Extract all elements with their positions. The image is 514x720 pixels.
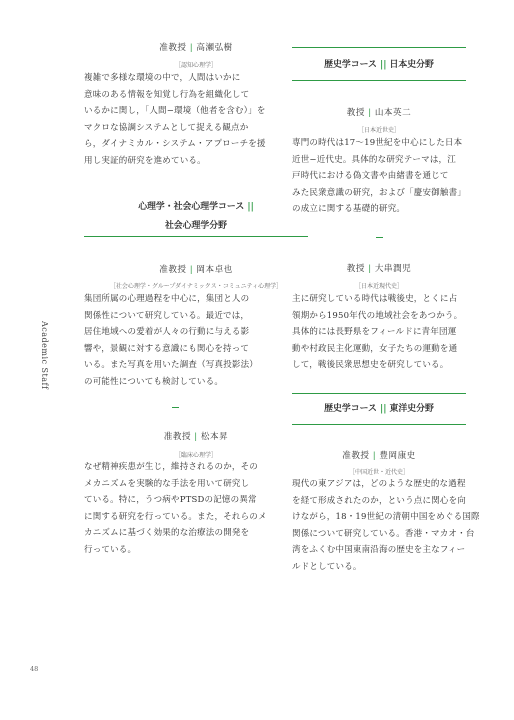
- text-line: 教授: [346, 264, 365, 274]
- research-field: ［社会心理学・グループダイナミックス・コミュニティ心理学］: [109, 283, 283, 290]
- separator-bar: |: [369, 451, 380, 461]
- text-line: いるかに関し，「人間−環境（他者を含む）」を: [84, 106, 266, 117]
- staff-name: [292, 262, 466, 274]
- staff-name: [84, 263, 308, 275]
- text-line: メカニズムを実験的な手法を用いて研究し: [84, 478, 250, 489]
- text-line: 居住地域への愛着が人々の行動に与える影: [84, 327, 250, 338]
- separator-dash: [172, 407, 179, 408]
- text-line: 関係性について研究している。最近では，: [84, 310, 250, 321]
- separator-bar: |: [191, 432, 201, 442]
- staff-name: [292, 449, 466, 461]
- text-line: 准教授: [163, 432, 192, 442]
- research-field: ［中国近世・近代史］: [348, 469, 409, 476]
- profile-text: [84, 459, 308, 559]
- profile-text: [84, 291, 308, 391]
- research-field: ［臨床心理学］: [174, 452, 217, 459]
- text-line: 豊岡康史: [379, 451, 416, 461]
- text-line: 松本昇: [200, 432, 229, 442]
- text-line: 複雑で多様な環境の中で，人間はいかに: [84, 73, 241, 83]
- text-line: 用し実証的研究を進めている。: [84, 155, 206, 166]
- text-line: の可能性についても検討している。: [84, 376, 224, 387]
- text-line: 響や，景観に対する意識にも関心を持って: [84, 343, 250, 354]
- text-line: ルドとしている。: [292, 561, 362, 572]
- text-line: けながら，18・19世紀の清朝中国をめぐる国際: [292, 512, 480, 523]
- section-rule: [292, 424, 466, 425]
- text-line: 准教授: [342, 451, 370, 461]
- text-line: 戸時代における偽文書や由緒書を通じて: [292, 171, 449, 182]
- section-heading: [292, 56, 466, 75]
- section-rule: [84, 236, 308, 237]
- separator-bar: |: [364, 108, 375, 118]
- text-line: 行っている。: [84, 544, 137, 555]
- separator-bar: ||: [376, 60, 390, 70]
- section-rule: [292, 393, 466, 394]
- separator-bar: ||: [376, 404, 390, 414]
- profile-text: [84, 70, 308, 170]
- text-line: 社会心理学分野: [164, 221, 228, 231]
- text-line: 意味のある情報を知覚し行為を組織化して: [84, 89, 250, 100]
- section-rule: [292, 47, 466, 48]
- text-line: 岡本卓也: [196, 265, 233, 275]
- text-line: 具体的には長野県をフィールドに青年団運: [292, 327, 457, 338]
- profile-text: [292, 291, 466, 374]
- text-line: ている。特に，うつ病やPTSDの記憶の異常: [84, 495, 257, 506]
- text-line: 関係について研究している。香港・マカオ・台: [292, 528, 475, 539]
- text-line: なぜ精神疾患が生じ，維持されるのか，その: [84, 462, 259, 472]
- text-line: 准教授: [159, 265, 187, 275]
- text-line: の成立に関する基礎的研究。: [292, 204, 406, 215]
- text-line: 高瀬弘樹: [196, 43, 233, 53]
- text-line: して，戦後民衆思想史を研究している。: [292, 360, 449, 371]
- text-line: を経て形成されたのか，という点に関心を向: [292, 495, 467, 506]
- separator-bar: |: [364, 264, 375, 274]
- text-line: 近世−近代史。具体的な研究テーマは，江: [292, 154, 456, 165]
- text-line: 教授: [346, 108, 365, 118]
- separator-dash: [376, 237, 383, 238]
- separator-bar: ||: [244, 202, 254, 212]
- text-line: に関する研究を行っている。また，それらのメ: [84, 511, 267, 522]
- text-line: 日本史分野: [389, 60, 434, 70]
- profile-text: [292, 476, 480, 576]
- text-line: 動や村政民主化運動，女子たちの運動を通: [292, 343, 458, 354]
- staff-name: [292, 106, 466, 118]
- text-line: みた民衆意識の研究，および「慶安御触書」: [292, 187, 467, 198]
- research-field: ［日本近世史］: [357, 127, 400, 134]
- text-line: 主に研究している時代は戦後史，とくに占: [292, 294, 458, 304]
- text-line: ら，ダイナミカル・システム・アプローチを援: [84, 139, 266, 150]
- text-line: 専門の時代は17〜19世紀を中心にした日本: [292, 138, 463, 148]
- side-label: Academic Staff: [40, 321, 49, 390]
- text-line: 山本英二: [374, 108, 412, 118]
- staff-name: [84, 41, 308, 53]
- staff-name: [84, 430, 308, 442]
- section-heading: [84, 198, 308, 236]
- page-number: 48: [30, 665, 39, 673]
- text-line: 歴史学コース: [324, 404, 377, 414]
- research-field: ［認知心理学］: [174, 62, 217, 69]
- text-line: マクロな協調システムとして捉える観点か: [84, 122, 249, 133]
- text-line: いる。また写真を用いた調査（写真投影法）: [84, 360, 259, 371]
- text-line: 集団所属の心理過程を中心に，集団と人の: [84, 294, 250, 304]
- separator-bar: |: [186, 265, 197, 275]
- separator-bar: |: [186, 43, 197, 53]
- text-line: 心理学・社会心理学コース: [138, 202, 245, 212]
- text-line: 領期から1950年代の地域社会をあつかう。: [292, 310, 463, 321]
- text-line: 現代の東アジアは，どのような歴史的な過程: [292, 479, 466, 489]
- text-line: 湾をふくむ中国東南沿海の歴史を主なフィー: [292, 545, 466, 556]
- text-line: 歴史学コース: [324, 60, 377, 70]
- text-line: 東洋史分野: [389, 404, 434, 414]
- text-line: カニズムに基づく効果的な治療法の開発を: [84, 528, 250, 539]
- section-heading: [292, 400, 466, 419]
- section-rule: [292, 80, 466, 81]
- text-line: 大串潤児: [374, 264, 412, 274]
- text-line: 准教授: [159, 43, 187, 53]
- profile-text: [292, 135, 466, 218]
- research-field: ［日本近現代史］: [354, 283, 403, 290]
